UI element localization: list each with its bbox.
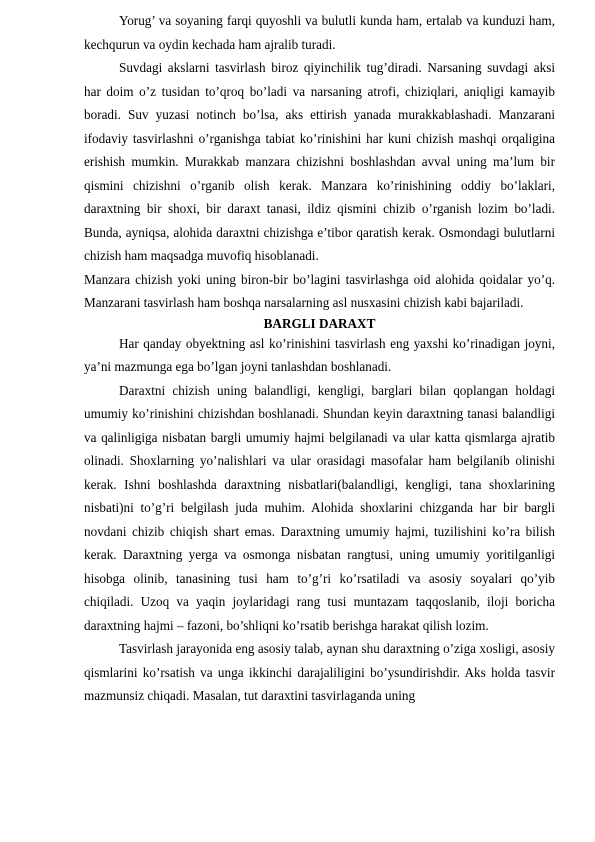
paragraph-main-requirement: Tasvirlash jarayonida eng asosiy talab, aynan shu daraxtning o’ziga xosligi, asosiy qismlarini ko’rsatish va unga ikkinchi darajaliligini bo’ysundirishdir. Aks holda tasvir mazmunsiz chiqadi. Masalan, tut daraxtini tasvirlaganda uning [84, 641, 555, 703]
text-column [84, 9, 555, 708]
paragraph-landscape-rules: Manzara chizish yoki uning biron-bir bo’lagini tasvirlashga oid alohida qoidalar yo’q. Manzarani tasvirlash ham boshqa narsalarning asl nusxasini chizish kabi bajariladi. [84, 271, 555, 310]
paragraph-viewpoint: Har qanday obyektning asl ko’rinishini tasvirlash eng yaxshi ko’rinadigan joyni, ya’ni mazmunga ega bo’lgan joyni tanlashdan boshlanadi. [84, 335, 555, 374]
section-heading: BARGLI DARAXT [263, 315, 376, 331]
paragraph-water-reflections: Suvdagi akslarni tasvirlash biroz qiyinchilik tug’diradi. Narsaning suvdagi aksi har doim o’z tusidan to’qroq bo’ladi va narsaning atrofi, chiziqlari, aniqligi kamayib boradi. Suv yuzasi notinch bo’lsa, aks ettirish yanada murakkablashadi. Manzarani ifodaviy tasvirlashni o’rganishga tabiat ko’rinishini har kuni chizish mashqi orqaligina erishish mumkin. Murakkab manzara chizishni boshlashdan avval uning ma’lum bir qismini chizishni o’rganib olish kerak. Manzara ko’rinishining oddiy bo’laklari, daraxtning bir shoxi, bir daraxt tanasi, ildiz qismini chizib o’rganish lozim bo’ladi. Bunda, ayniqsa, alohida daraxtni chizishga e’tibor qaratish kerak. Osmondagi bulutlarni chizish ham maqsadga muvofiq hisoblanadi. [84, 60, 555, 263]
paragraph-light-shadow: Yorug’ va soyaning farqi quyoshli va bulutli kunda ham, ertalab va kunduzi ham, kechqurun va oydin kechada ham ajralib turadi. [84, 13, 555, 52]
paragraph-tree-drawing: Daraxtni chizish uning balandligi, kengligi, barglari bilan qoplangan holdagi umumiy ko’rinishini chizishdan boshlanadi. Shundan keyin daraxtning tanasi balandligi va qalinligiga nisbatan bargli umumiy hajmi belgilanadi va ular katta qismlarga ajratib olinadi. Shoxlarning yo’nalishlari va ular orasidagi masofalar ham belgilanib olinishi kerak. Ishni boshlashda daraxtning nisbatlari(balandligi, kengligi, tana shoxlarining nisbati)ni to’g’ri belgilash juda muhim. Alohida shoxlarini chizganda har bir bargli novdani chizib chiqish shart emas. Daraxtning umumiy hajmi, tuzilishini ko’ra bilish kerak. Daraxtning yerga va osmonga nisbatan rangtusi, uning umumiy yoritilganligi hisobga olinib, tanasining tusi ham to’g’ri ko’rsatiladi va asosiy soyalari qo’yib chiqiladi. Uzoq va yaqin joylaridagi rang tusi muntazam taqqoslanib, iloji boricha daraxtning hajmi – fazoni, bo’shliqni ko’rsatib berishga harakat qilish lozim. [84, 382, 555, 633]
